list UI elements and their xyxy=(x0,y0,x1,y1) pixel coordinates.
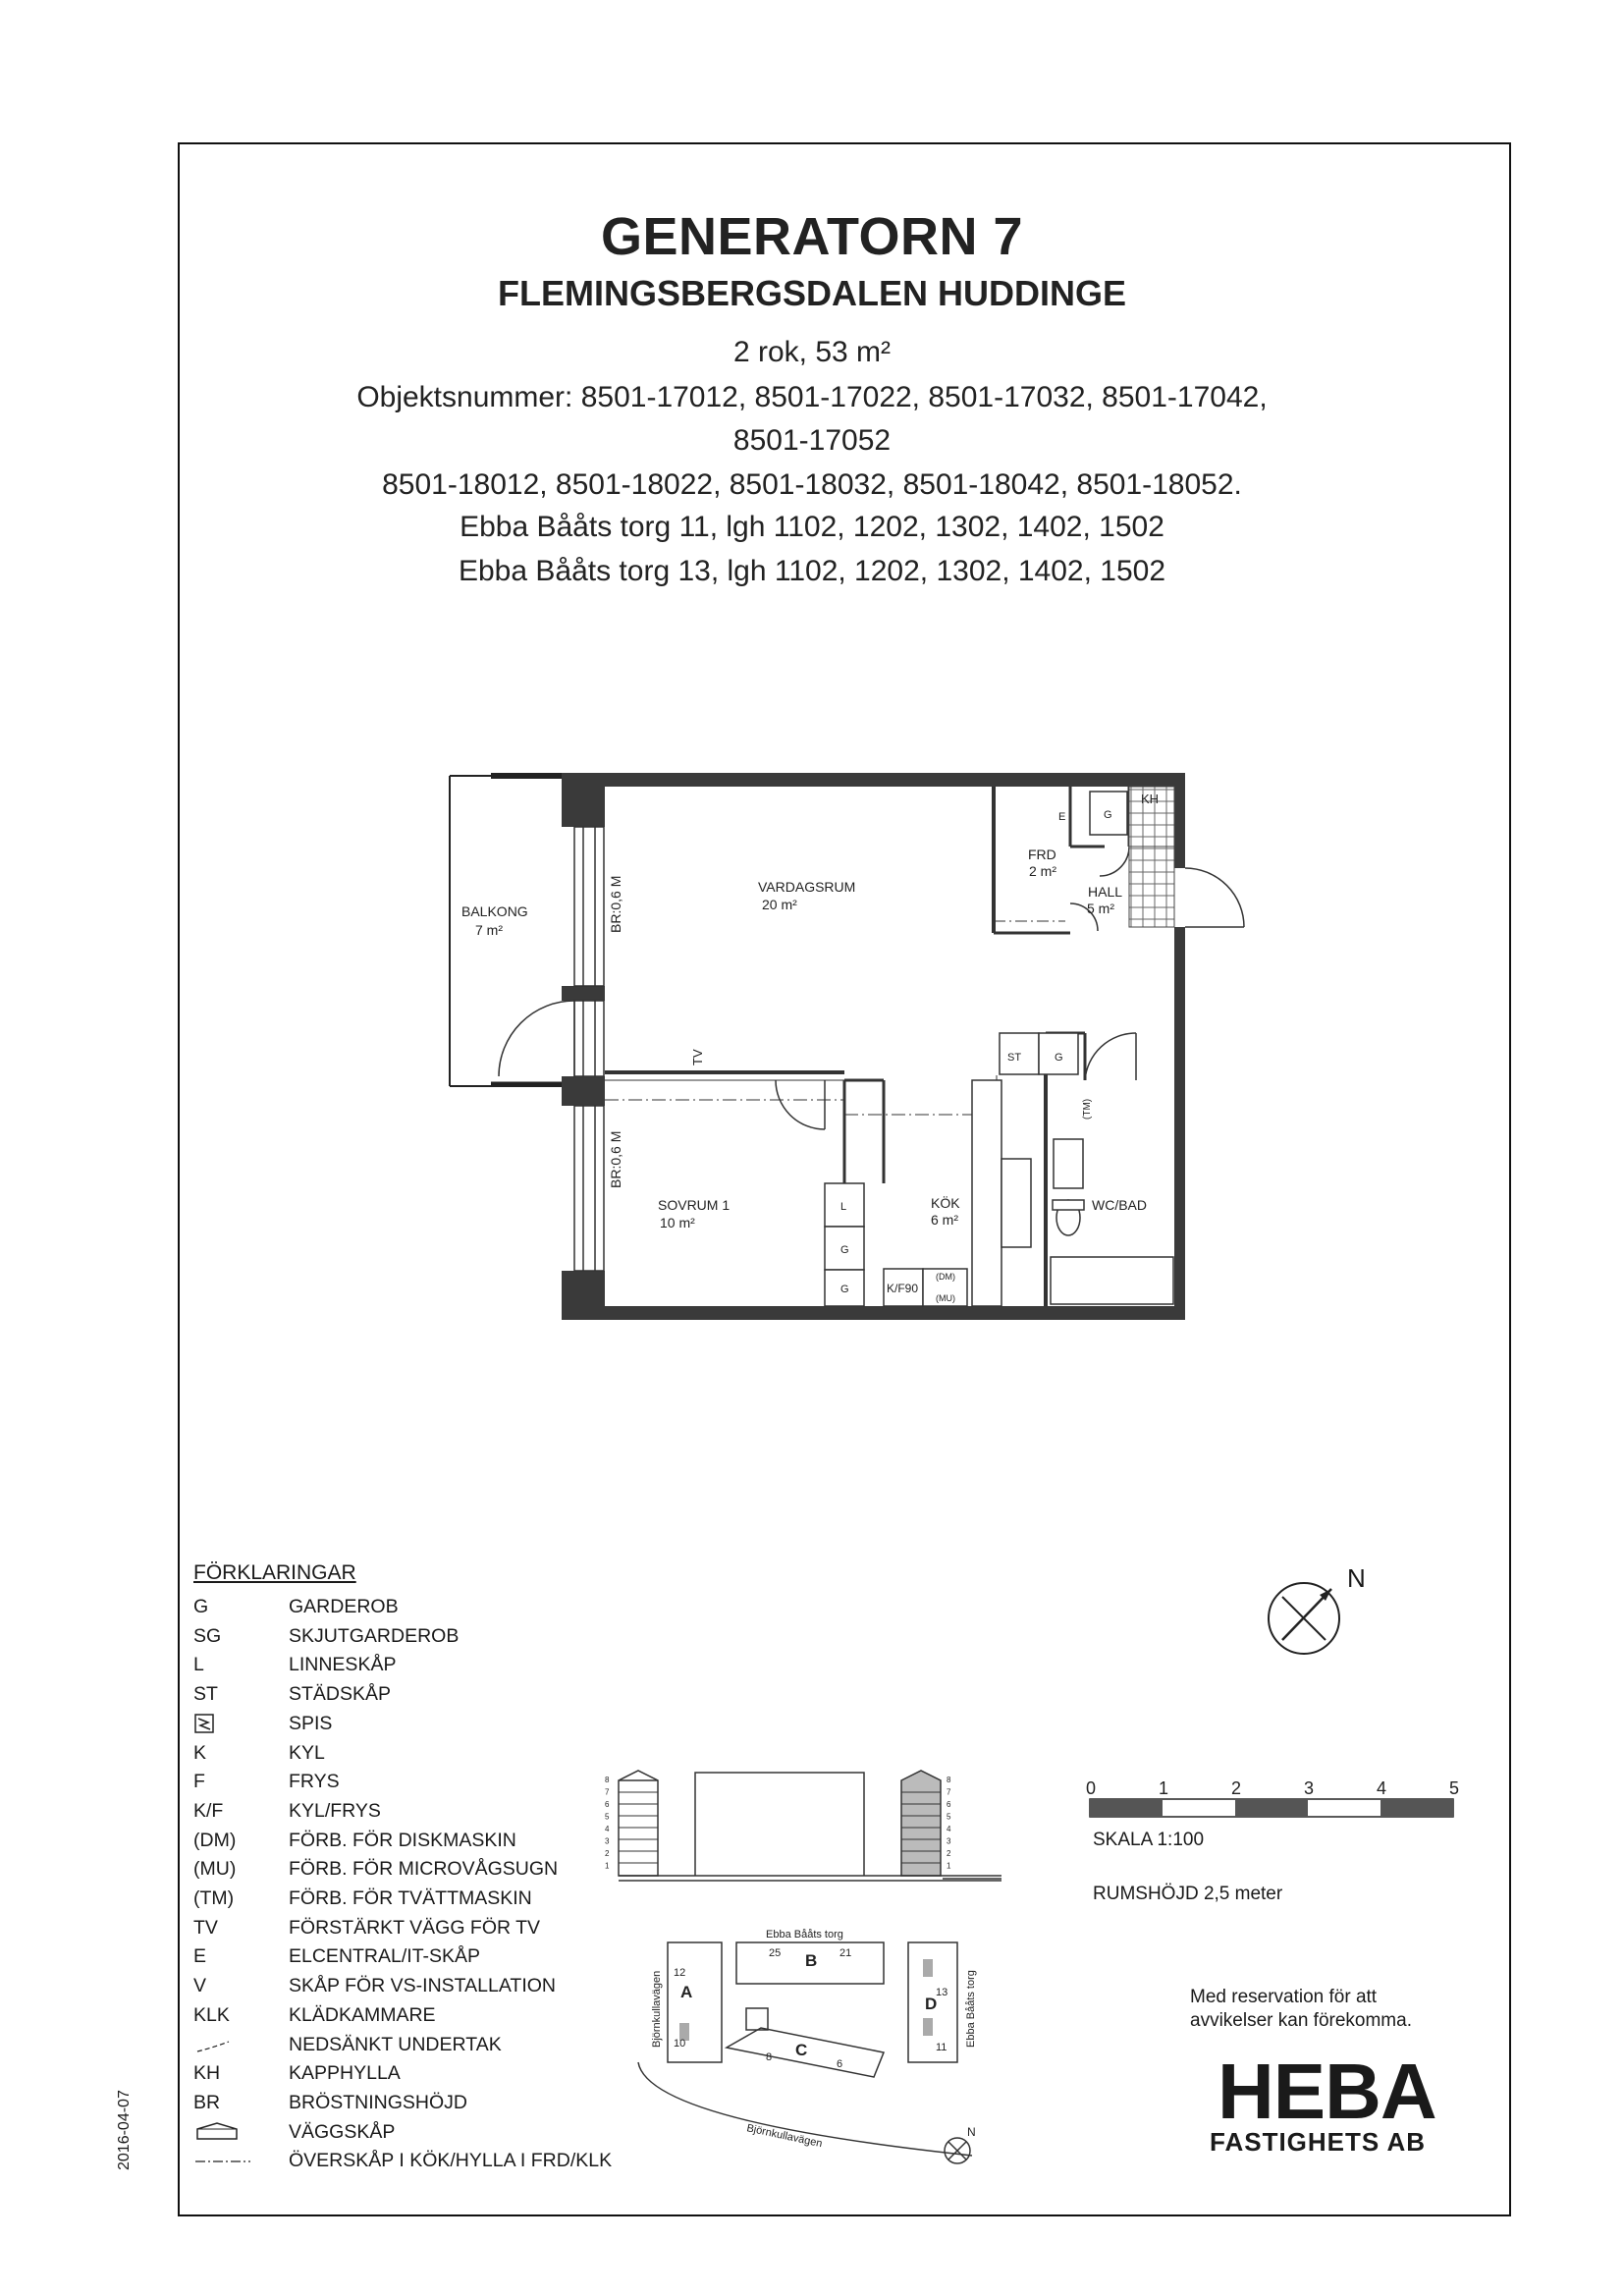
toilet xyxy=(1053,1200,1084,1235)
legend-description: BRÖSTNINGSHÖJD xyxy=(289,2091,468,2113)
legend-description: ELCENTRAL/IT-SKÅP xyxy=(289,1945,481,1968)
legend-code: BR xyxy=(193,2091,221,2113)
kh-label: KH xyxy=(1141,792,1160,806)
building-c: C xyxy=(795,2041,808,2059)
floor-number: 3 xyxy=(605,1836,610,1846)
cabinets xyxy=(825,792,1173,1306)
floor-number: 8 xyxy=(605,1776,610,1784)
legend-description: SKÅP FÖR VS-INSTALLATION xyxy=(289,1975,556,1997)
tm-label: (TM) xyxy=(1082,1098,1093,1120)
legend-description: KLÄDKAMMARE xyxy=(289,2003,436,2026)
legend-description: GARDEROB xyxy=(289,1596,399,1617)
document-date: 2016-04-07 xyxy=(116,2090,133,2170)
scale-tick-label: 2 xyxy=(1231,1778,1242,1798)
balcony xyxy=(450,776,574,1086)
legend-description: FÖRSTÄRKT VÄGG FÖR TV xyxy=(289,1916,541,1939)
outer-walls xyxy=(562,773,1185,1320)
scale-bar xyxy=(1080,1776,1473,1825)
brand-logo: HEBA xyxy=(1218,2048,1436,2135)
legend-description: STÄDSKÅP xyxy=(289,1683,392,1706)
e-label: E xyxy=(1058,811,1066,823)
br-label-2: BR:0,6 M xyxy=(608,1130,623,1188)
legend-description: SKJUTGARDEROB xyxy=(289,1624,460,1647)
site-street-right: Ebba Bååts torg xyxy=(965,1970,977,2048)
kf90-label: K/F90 xyxy=(887,1282,919,1295)
hall-label: HALL xyxy=(1088,884,1123,900)
floor-number: 2 xyxy=(605,1849,610,1858)
address-line-2: Ebba Bååts torg 13, lgh 1102, 1202, 1302, 1402, 1502 xyxy=(458,555,1166,587)
legend-code: TV xyxy=(193,1916,218,1939)
balcony-door xyxy=(499,1001,574,1076)
st-label: ST xyxy=(1007,1052,1022,1064)
legend-description: KYL xyxy=(289,1741,325,1764)
balkong-area: 7 m² xyxy=(475,922,503,938)
legend-description: FÖRB. FÖR TVÄTTMASKIN xyxy=(289,1887,532,1909)
lowered-ceiling-icon xyxy=(193,2034,252,2061)
vardagsrum-area: 20 m² xyxy=(762,897,797,912)
room-height-label: RUMSHÖJD 2,5 meter xyxy=(1093,1884,1283,1904)
legend-description: ÖVERSKÅP I KÖK/HYLLA I FRD/KLK xyxy=(289,2150,613,2172)
building-d: D xyxy=(925,1995,938,2013)
legend-code: (MU) xyxy=(193,1858,237,1881)
g-label-kok: G xyxy=(1055,1052,1063,1064)
section-elevation xyxy=(589,1763,1011,1890)
legend-code: (DM) xyxy=(193,1829,237,1851)
g-label-sovrum-2: G xyxy=(840,1284,849,1295)
floor-number: 5 xyxy=(605,1812,610,1822)
floor-number: 6 xyxy=(947,1800,951,1809)
legend-code: G xyxy=(193,1596,209,1617)
address-line-1: Ebba Bååts torg 11, lgh 1102, 1202, 1302, 1402, 1502 xyxy=(460,511,1164,543)
legend-description: LINNESKÅP xyxy=(289,1654,397,1676)
apartment-size: 2 rok, 53 m² xyxy=(732,336,892,368)
site-number-6: 6 xyxy=(837,2058,843,2070)
floor-number: 5 xyxy=(947,1812,951,1822)
scale-tick-label: 4 xyxy=(1377,1778,1387,1798)
legend-description: FÖRB. FÖR DISKMASKIN xyxy=(289,1829,516,1851)
scale-tick-label: 1 xyxy=(1159,1778,1169,1798)
legend-description: FRYS xyxy=(289,1771,340,1793)
building-b: B xyxy=(805,1951,818,1970)
legend-description: FÖRB. FÖR MICROVÅGSUGN xyxy=(289,1858,559,1881)
g-label-sovrum-1: G xyxy=(840,1244,849,1256)
sovrum-label: SOVRUM 1 xyxy=(658,1197,731,1213)
site-number-13: 13 xyxy=(936,1987,948,1998)
hall-area: 5 m² xyxy=(1087,901,1114,916)
floor-numbers-left xyxy=(605,1776,610,1871)
site-number-25: 25 xyxy=(769,1947,782,1959)
dm-label: (DM) xyxy=(936,1272,955,1282)
site-north-label: N xyxy=(967,2125,976,2139)
kok-label: KÖK xyxy=(931,1195,960,1211)
br-label-1: BR:0,6 M xyxy=(608,875,623,933)
object-numbers-line-3: 8501-18012, 8501-18022, 8501-18032, 8501-18042, 8501-18052. xyxy=(382,468,1242,501)
site-street-bottom: Björnkullavägen xyxy=(745,2122,824,2151)
page-title: GENERATORN 7 xyxy=(600,207,1024,266)
site-street-left: Björnkullavägen xyxy=(651,1970,663,2048)
legend-code: L xyxy=(193,1654,204,1676)
legend-heading: FÖRKLARINGAR xyxy=(193,1561,356,1584)
object-numbers-line-1: Objektsnummer: 8501-17012, 8501-17022, 8501-17032, 8501-17042, xyxy=(356,381,1268,413)
frd-label: FRD xyxy=(1028,847,1056,862)
scale-tick-label: 3 xyxy=(1304,1778,1315,1798)
dash-dot-line-icon xyxy=(193,2150,252,2177)
legend-code: ST xyxy=(193,1683,218,1706)
reservation-note xyxy=(1190,1986,1412,2033)
l-label: L xyxy=(840,1201,847,1213)
legend-code: K xyxy=(193,1741,207,1764)
floor-number: 1 xyxy=(605,1861,610,1871)
scale-tick-label: 5 xyxy=(1449,1778,1460,1798)
page-subtitle: FLEMINGSBERGSDALEN HUDDINGE xyxy=(497,273,1127,313)
site-number-10: 10 xyxy=(674,2038,686,2050)
frd-area: 2 m² xyxy=(1029,863,1056,879)
legend-code: SG xyxy=(193,1624,222,1647)
site-number-11: 11 xyxy=(936,2042,947,2053)
floor-numbers-right xyxy=(947,1776,951,1871)
floor-number: 2 xyxy=(947,1849,951,1858)
site-street-top: Ebba Bååts torg xyxy=(766,1929,843,1941)
floor-number: 6 xyxy=(605,1800,610,1809)
compass-north-label: N xyxy=(1347,1563,1366,1593)
tv-label: TV xyxy=(690,1049,705,1066)
wcbad-label: WC/BAD xyxy=(1092,1197,1147,1213)
brand-subtitle: FASTIGHETS AB xyxy=(1210,2127,1427,2157)
site-compass-icon xyxy=(945,2138,970,2163)
legend-code: KH xyxy=(193,2062,221,2085)
legend-description: SPIS xyxy=(289,1712,333,1734)
legend-description: VÄGGSKÅP xyxy=(289,2120,396,2143)
legend-code: V xyxy=(193,1975,207,1997)
legend-code: K/F xyxy=(193,1799,224,1822)
balkong-label: BALKONG xyxy=(461,903,528,919)
reservation-line-1: Med reservation för att xyxy=(1190,1987,1378,2007)
legend-description: NEDSÄNKT UNDERTAK xyxy=(289,2033,502,2055)
floor-number: 7 xyxy=(947,1787,951,1797)
building-a: A xyxy=(680,1983,693,2001)
legend-description: KYL/FRYS xyxy=(289,1799,381,1822)
floor-number: 3 xyxy=(947,1836,951,1846)
g-label-frd: G xyxy=(1104,809,1112,821)
scale-label: SKALA 1:100 xyxy=(1093,1830,1205,1850)
legend-description: KAPPHYLLA xyxy=(289,2062,401,2085)
kok-area: 6 m² xyxy=(931,1212,958,1228)
site-number-8: 8 xyxy=(766,2051,773,2063)
hall-tile-floor xyxy=(1129,847,1174,927)
site-number-12: 12 xyxy=(674,1967,686,1979)
legend-code: KLK xyxy=(193,2003,230,2026)
legend-code: (TM) xyxy=(193,1887,235,1909)
vardagsrum-label: VARDAGSRUM xyxy=(758,879,856,895)
mu-label: (MU) xyxy=(936,1293,955,1303)
legend-code: F xyxy=(193,1771,205,1793)
scale-tick-label: 0 xyxy=(1086,1778,1097,1798)
windows xyxy=(574,827,604,1271)
site-plan xyxy=(628,1915,1001,2180)
floor-number: 8 xyxy=(947,1776,951,1784)
object-numbers-line-2: 8501-17052 xyxy=(732,424,892,457)
sovrum-area: 10 m² xyxy=(660,1215,695,1230)
floor-number: 4 xyxy=(947,1825,951,1833)
legend-code: E xyxy=(193,1945,207,1968)
site-number-21: 21 xyxy=(839,1947,852,1959)
floor-number: 7 xyxy=(605,1787,610,1797)
wall-cabinet-icon xyxy=(193,2121,252,2149)
floor-number: 1 xyxy=(947,1861,951,1871)
floor-number: 4 xyxy=(605,1825,610,1833)
stove-icon xyxy=(193,1713,252,1740)
reservation-line-2: avvikelser kan förekomma. xyxy=(1190,2010,1412,2031)
